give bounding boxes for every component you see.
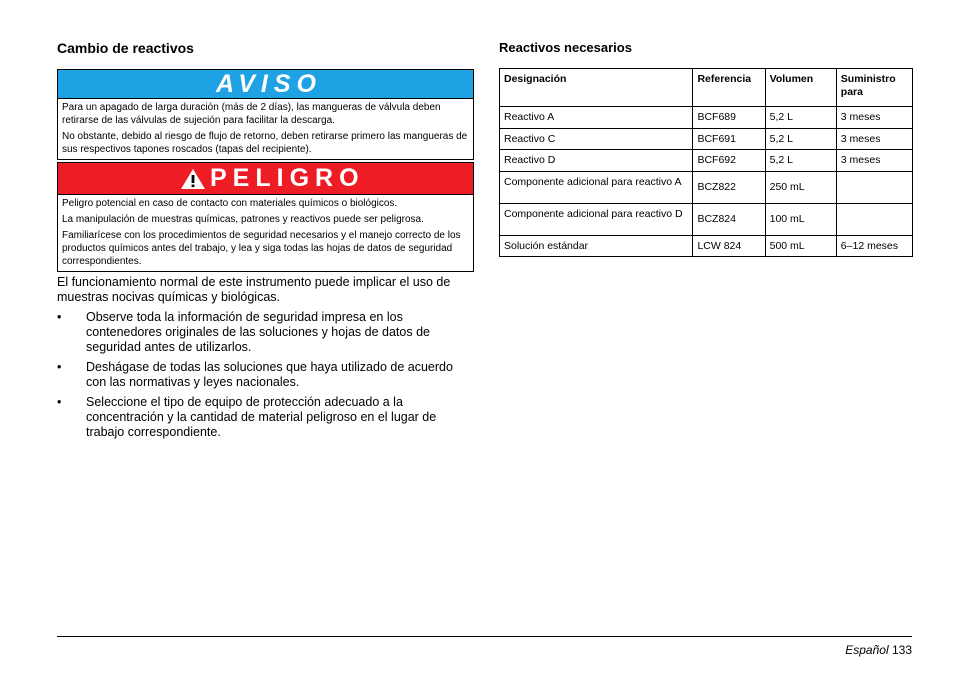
section-heading-reactivos: Reactivos necesarios — [499, 40, 632, 55]
bullet-item — [57, 310, 472, 355]
bullet-marker: • — [57, 310, 62, 324]
danger-paragraph: Peligro potencial en caso de contacto con materiales químicos o biológicos. — [62, 198, 398, 209]
safety-bullet-list — [57, 310, 472, 445]
table-row — [500, 128, 913, 150]
table-cell: 5,2 L — [765, 128, 836, 150]
notice-paragraph: No obstante, debido al riesgo de flujo de retorno, deben retirarse primero las mangueras de sus respectivos tapones roscados (tapas del recipiente). — [62, 131, 468, 155]
table-cell: 5,2 L — [765, 107, 836, 129]
intro-paragraph: El funcionamiento normal de este instrumento puede implicar el uso de muestras nocivas químicas y biológicas. — [57, 275, 451, 304]
column-header: Suministro para — [836, 69, 912, 107]
danger-paragraph: Familiarícese con los procedimientos de seguridad necesarios y el manejo correcto de los productos químicos antes del trabajo, y lea y siga todas las hojas de datos de seguridad correspondientes. — [62, 230, 461, 267]
warning-triangle-icon — [180, 168, 206, 190]
table-header-row — [500, 69, 913, 107]
column-header: Referencia — [693, 69, 765, 107]
table-cell: BCF691 — [693, 128, 765, 150]
table-row — [500, 235, 913, 257]
table-cell: 6–12 meses — [836, 235, 912, 257]
danger-banner — [58, 163, 473, 195]
table-cell: Componente adicional para reactivo A — [500, 171, 693, 203]
table-cell: BCF689 — [693, 107, 765, 129]
table-row — [500, 203, 913, 235]
notice-box — [57, 69, 474, 160]
notice-title: AVISO — [216, 69, 322, 98]
table-cell: 500 mL — [765, 235, 836, 257]
table-cell: Reactivo D — [500, 150, 693, 172]
notice-paragraph: Para un apagado de larga duración (más de 2 días), las mangueras de válvula deben retirarse de las válvulas de sujeción para facilitar la descarga. — [62, 102, 441, 126]
danger-body — [58, 195, 473, 271]
table-cell: Reactivo C — [500, 128, 693, 150]
column-header: Volumen — [765, 69, 836, 107]
page-number: 133 — [891, 643, 912, 657]
bullet-text: Seleccione el tipo de equipo de protección adecuado a la concentración y la cantidad de material peligroso en el lugar de trabajo correspondiente. — [86, 395, 437, 439]
table-row — [500, 107, 913, 129]
footer-divider — [57, 636, 912, 637]
table-row — [500, 150, 913, 172]
bullet-text: Observe toda la información de seguridad impresa en los contenedores originales de las soluciones y hojas de datos de seguridad antes de utilizarlos. — [86, 310, 430, 354]
notice-banner — [58, 70, 473, 99]
table-cell: 3 meses — [836, 128, 912, 150]
page-footer — [845, 643, 912, 657]
reagents-table — [499, 68, 913, 257]
table-cell: 3 meses — [836, 150, 912, 172]
table-row — [500, 171, 913, 203]
table-cell: 250 mL — [765, 171, 836, 203]
table-cell: Solución estándar — [500, 235, 693, 257]
bullet-item — [57, 395, 472, 440]
table-cell — [836, 203, 912, 235]
bullet-marker: • — [57, 360, 62, 374]
bullet-marker: • — [57, 395, 62, 409]
table-cell: Reactivo A — [500, 107, 693, 129]
column-header: Designación — [500, 69, 693, 107]
footer-language: Español — [845, 643, 889, 657]
bullet-text: Deshágase de todas las soluciones que haya utilizado de acuerdo con las normativas y leyes nacionales. — [86, 360, 453, 389]
notice-body — [58, 99, 473, 159]
danger-box — [57, 162, 474, 272]
danger-paragraph: La manipulación de muestras químicas, patrones y reactivos puede ser peligrosa. — [62, 214, 424, 225]
table-cell: 100 mL — [765, 203, 836, 235]
section-heading-cambio: Cambio de reactivos — [57, 40, 194, 56]
table-cell: BCZ822 — [693, 171, 765, 203]
table-cell: BCF692 — [693, 150, 765, 172]
table-cell: 3 meses — [836, 107, 912, 129]
table-cell: 5,2 L — [765, 150, 836, 172]
danger-title: PELIGRO — [210, 164, 365, 192]
table-cell: BCZ824 — [693, 203, 765, 235]
table-cell: LCW 824 — [693, 235, 765, 257]
bullet-item — [57, 360, 472, 390]
table-cell — [836, 171, 912, 203]
table-cell: Componente adicional para reactivo D — [500, 203, 693, 235]
